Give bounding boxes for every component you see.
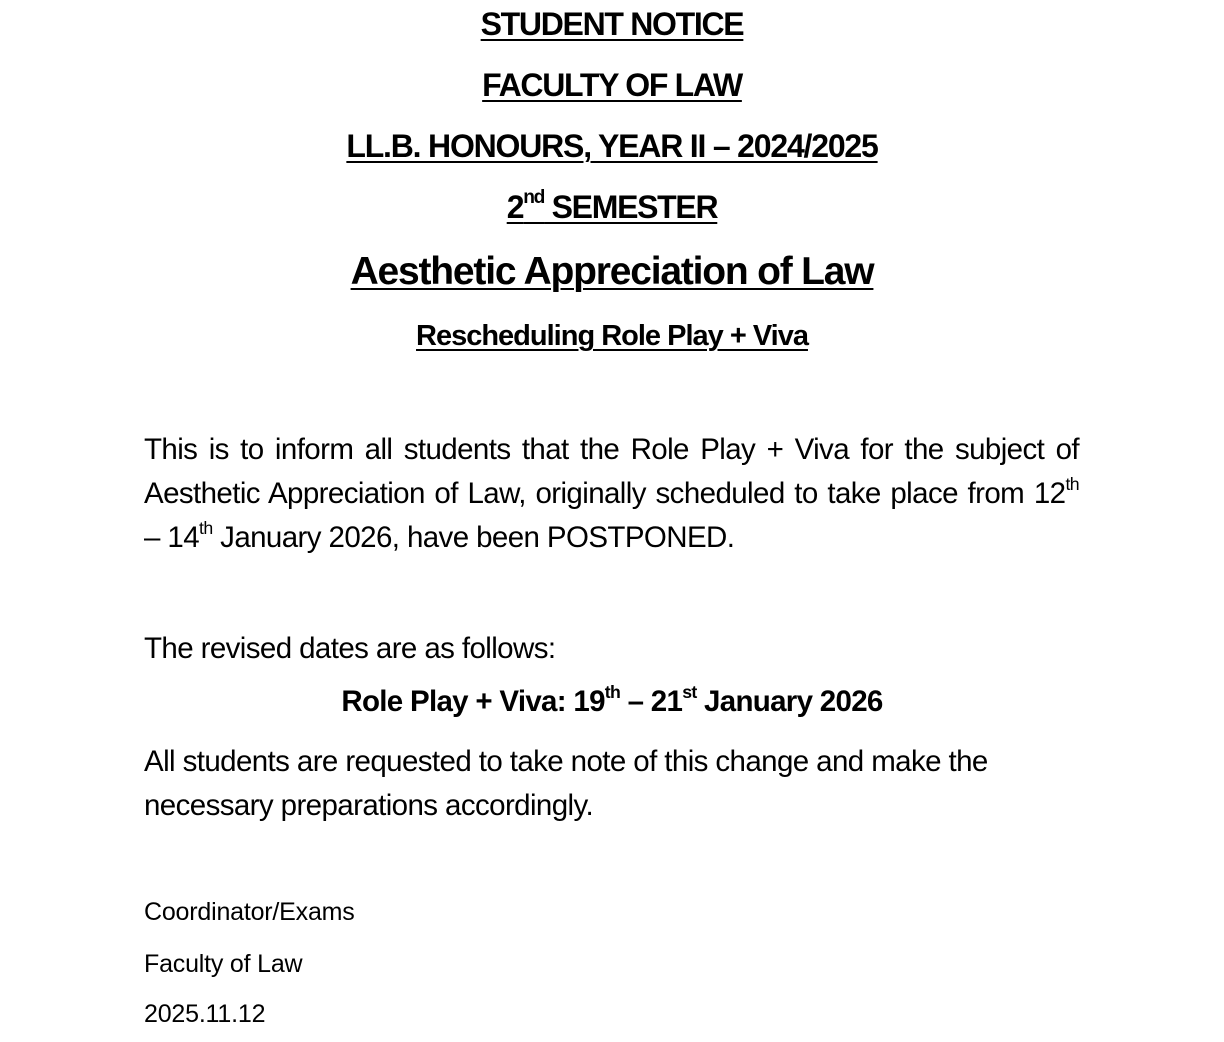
subject-title: Aesthetic Appreciation of Law — [350, 250, 874, 293]
semester-number: 2 — [506, 189, 524, 225]
faculty-heading: FACULTY OF LAW — [482, 67, 742, 103]
postponement-paragraph: This is to inform all students that the Role Play + Viva for the subject of Aesthetic Appreciation of Law, originally scheduled to take place from 12th – 14th January 2026, have been POSTPONED. — [144, 433, 1079, 554]
revised-dates-line: Role Play + Viva: 19th – 21st January 2026 — [341, 681, 883, 718]
programme-heading: LL.B. HONOURS, YEAR II – 2024/2025 — [346, 128, 878, 164]
notice-type-heading: STUDENT NOTICE — [480, 6, 744, 42]
request-paragraph: All students are requested to take note of this change and make the necessary preparations accordingly. — [144, 745, 988, 822]
semester-suffix: nd — [523, 187, 545, 209]
signature-department: Faculty of Law — [144, 950, 303, 978]
semester-heading — [0, 189, 1224, 226]
signature-date: 2025.11.12 — [144, 1000, 266, 1028]
revised-dates-intro: The revised dates are as follows: — [144, 632, 556, 665]
notice-subtitle: Rescheduling Role Play + Viva — [416, 320, 808, 352]
semester-word: SEMESTER — [544, 189, 718, 225]
signature-role: Coordinator/Exams — [144, 898, 355, 926]
